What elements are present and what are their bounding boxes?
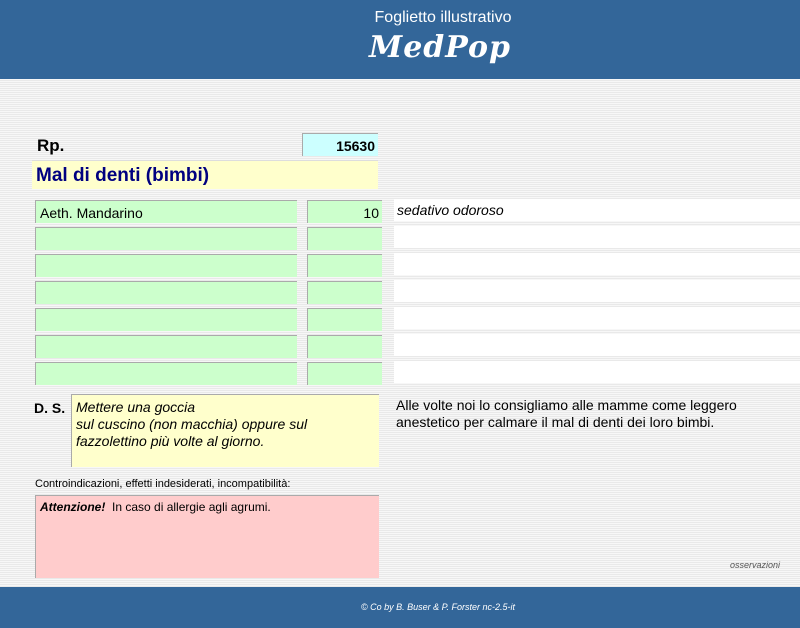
ingredient-name-field[interactable]	[35, 281, 297, 304]
observations-label: osservazioni	[730, 560, 781, 570]
ingredient-qty-field[interactable]	[307, 281, 382, 304]
ingredient-name-field[interactable]	[35, 308, 297, 331]
medpop-logo: MedPop	[368, 30, 511, 65]
contraindications-field[interactable]	[35, 495, 379, 578]
ingredient-qty-field[interactable]	[307, 362, 382, 385]
ingredient-name-field[interactable]	[35, 254, 297, 277]
prescription-number-field[interactable]: 15630	[302, 133, 378, 156]
contraindications-label: Controindicazioni, effetti indesiderati, incompatibilità:	[35, 478, 291, 490]
dosage-label: D. S.	[34, 400, 66, 416]
contraindications-text: In caso di allergie agli agrumi.	[112, 500, 271, 514]
ingredient-qty-field[interactable]	[307, 227, 382, 250]
ingredient-name-field[interactable]: Aeth. Mandarino	[35, 200, 297, 223]
ingredient-name-field[interactable]	[35, 362, 297, 385]
footer-bar	[0, 587, 800, 628]
ingredient-note-field[interactable]	[394, 334, 800, 356]
ingredient-name-field[interactable]	[35, 227, 297, 250]
copyright-text: © Co by B. Buser & P. Forster nc-2.5-it	[360, 602, 516, 612]
ingredient-note-field[interactable]	[394, 226, 800, 248]
header-bar	[0, 0, 800, 79]
remedy-comment: Alle volte noi lo consigliamo alle mamme come leggero anestetico per calmare il mal di denti dei loro bimbi.	[396, 397, 737, 430]
remedy-title-field[interactable]: Mal di denti (bimbi)	[32, 160, 378, 189]
ingredient-note-field[interactable]	[394, 280, 800, 302]
ingredient-qty-field[interactable]: 10	[307, 200, 382, 223]
warning-label: Attenzione!	[40, 500, 106, 514]
header-subtitle: Foglietto illustrativo	[374, 9, 512, 26]
ingredient-note-field[interactable]	[394, 307, 800, 329]
ingredient-note-field[interactable]	[394, 361, 800, 383]
ingredient-qty-field[interactable]	[307, 308, 382, 331]
ingredient-note-field[interactable]: sedativo odoroso	[394, 199, 800, 221]
ingredient-name-field[interactable]	[35, 335, 297, 358]
dosage-field[interactable]: Mettere una goccia sul cuscino (non macchia) oppure sul fazzolettino più volte al giorno.	[71, 394, 379, 467]
rp-label: Rp.	[37, 136, 65, 155]
ingredient-qty-field[interactable]	[307, 335, 382, 358]
ingredient-qty-field[interactable]	[307, 254, 382, 277]
ingredient-note-field[interactable]	[394, 253, 800, 275]
